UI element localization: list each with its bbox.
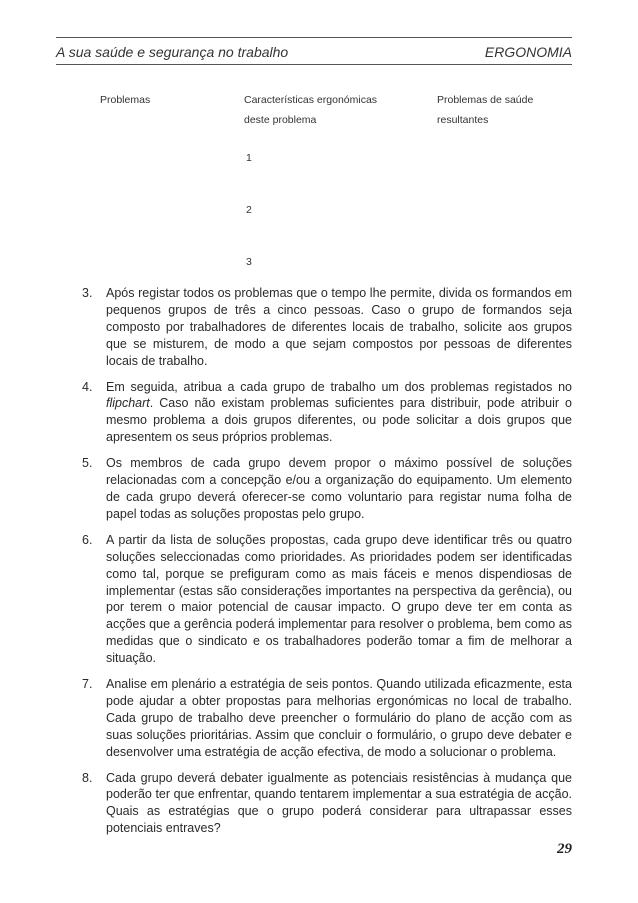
header-top-rule	[56, 37, 572, 38]
step-number: 5.	[82, 456, 93, 471]
step-item	[82, 455, 572, 523]
step-item	[82, 379, 572, 447]
step-item	[82, 285, 572, 370]
step-text: Os membros de cada grupo devem propor o máximo possível de soluções relacionadas com a concepção e/ou a organização do equipamento. Um elemento de cada grupo deverá oferecer-se como voluntario para registar numa folha de papel todas as soluções propostas pelo grupo.	[106, 456, 572, 521]
step-text: Após registar todos os problemas que o tempo lhe permite, divida os formandos em pequenos grupos de três a cinco pessoas. Caso o grupo de formandos seja composto por trabalhadores de diferentes locais de trabalho, solicite aos grupos que se misturem, de modo a que sejam compostos por pessoas de diferentes locais de trabalho.	[106, 286, 572, 368]
step-item	[82, 770, 572, 838]
step-text: Em seguida, atribua a cada grupo de trabalho um dos problemas registados no flipchart. Caso não existam problemas suficientes para distribuir, pode atribuir o mesmo problema a dois grupos diferentes, ou pode solicitar a dois grupos que apresentem os seus próprios problemas.	[106, 379, 572, 445]
running-title: A sua saúde e segurança no trabalho	[56, 44, 289, 60]
step-number: 8.	[82, 770, 93, 785]
table-row-number: 2	[246, 204, 252, 216]
step-text-emphasis: flipchart	[106, 396, 150, 411]
step-item	[82, 532, 572, 667]
step-number: 6.	[82, 532, 93, 547]
step-number: 3.	[82, 286, 93, 300]
column-header-problems: Problemas	[100, 94, 151, 106]
step-text: Cada grupo deverá debater igualmente as potenciais resistências à mudança que poderão ter que enfrentar, quando tentarem implementar a sua estratégia de acção. Quais as estratégias que o grupo poderá considerar para ultrapassar esses potenciais entraves?	[106, 770, 572, 836]
page-number: 29	[557, 841, 572, 857]
instruction-steps	[82, 285, 572, 846]
column-header-characteristics: Características ergonómicas deste problema	[244, 94, 378, 126]
section-title: ERGONOMIA	[484, 44, 572, 60]
step-text: Analise em plenário a estratégia de seis pontos. Quando utilizada eficazmente, esta pode ajudar a obter propostas para melhorias ergonómicas no local de trabalho. Cada grupo de trabalho deve preencher o formulário do plano de acção com as suas soluções prioritárias. Assim que concluir o formulário, o grupo deve debater e desenvolver uma estratégia de acção efectiva, de modo a solucionar o problema.	[106, 677, 572, 759]
step-number: 7.	[82, 677, 93, 692]
header-bottom-rule	[56, 64, 572, 65]
table-row-number: 1	[246, 152, 252, 164]
step-item	[82, 676, 572, 761]
table-row-number: 3	[246, 256, 252, 268]
step-text: A partir da lista de soluções propostas, cada grupo deve identificar três ou quatro soluções seleccionadas como prioridades. As prioridades podem ser identificadas como tal, porque se prefiguram como as mais fáceis e menos dispendiosas de implementar (estas são considerações importantes na perspectiva da gerência), ou por terem o maior potencial de causar impacto. O grupo deve ter em conta as acções que a gerência poderá implementar para resolver o problema, bem como as medidas que o sindicato e os trabalhadores poderão tomar a fim de melhorar a situação.	[106, 532, 572, 666]
column-header-health-problems: Problemas de saúde resultantes	[437, 94, 534, 126]
step-number: 4.	[82, 379, 93, 394]
